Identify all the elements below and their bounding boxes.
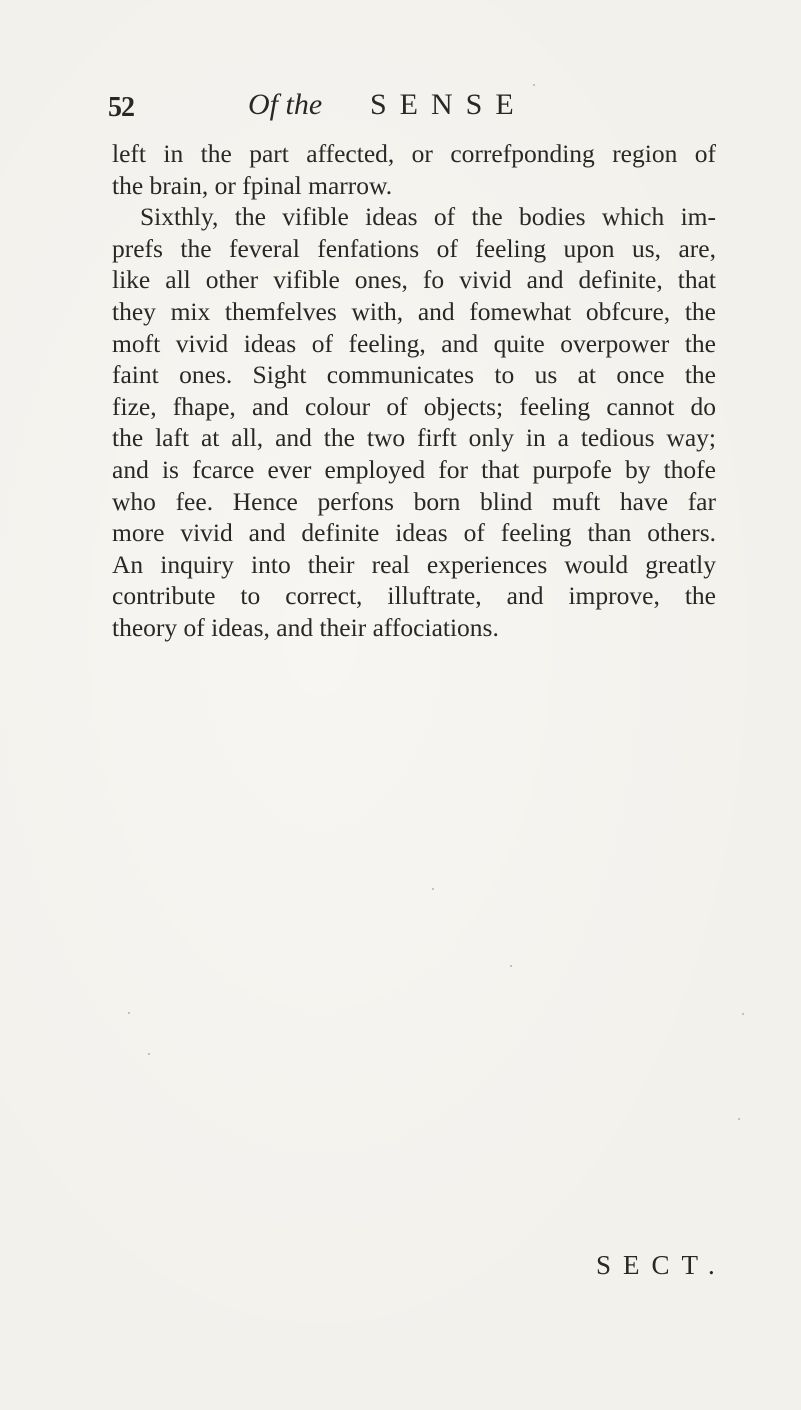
running-head-title: SENSE	[370, 88, 527, 121]
text-line: theory of ideas, and their affociations.	[112, 612, 499, 642]
text-line: fize, fhape, and colour of objects; feeling cannot do	[112, 391, 716, 421]
text-line: Sixthly, the vifible ideas of the bodies which im-	[140, 202, 716, 232]
running-head-italic: Of the	[248, 88, 323, 121]
text-line: prefs the feveral fenfations of feeling upon us, are,	[112, 233, 716, 263]
ink-speck	[432, 888, 434, 890]
text-line: contribute to correct, illuftrate, and improve, the	[112, 581, 716, 611]
text-line: An inquiry into their real experiences would greatly	[112, 549, 716, 579]
text-line: moft vivid ideas of feeling, and quite overpower the	[112, 328, 716, 358]
text-line: the laft at all, and the two firft only in a tedious way;	[112, 423, 716, 453]
text-line: left in the part affected, or correfponding region of	[112, 139, 716, 168]
text-line: the brain, or fpinal marrow.	[112, 170, 393, 200]
ink-speck	[128, 1012, 130, 1014]
text-line: and is fcarce ever employed for that purpofe by thofe	[112, 454, 716, 484]
text-line: more vivid and definite ideas of feeling than others.	[112, 518, 716, 548]
text-line: faint ones. Sight communicates to us at once the	[112, 360, 716, 390]
text-line: like all other vifible ones, fo vivid and definite, that	[112, 265, 716, 295]
ink-speck	[148, 1053, 150, 1055]
page-number: 52	[108, 92, 134, 123]
page-header	[108, 86, 708, 126]
body-text	[112, 138, 716, 644]
ink-speck	[738, 1118, 740, 1120]
text-line: who fee. Hence perfons born blind muft have far	[112, 486, 716, 516]
ink-speck	[533, 84, 535, 86]
catchword: SECT.	[596, 1250, 727, 1280]
ink-speck	[510, 965, 512, 967]
ink-speck	[742, 1013, 744, 1015]
text-line: they mix themfelves with, and fomewhat obfcure, the	[112, 296, 716, 326]
